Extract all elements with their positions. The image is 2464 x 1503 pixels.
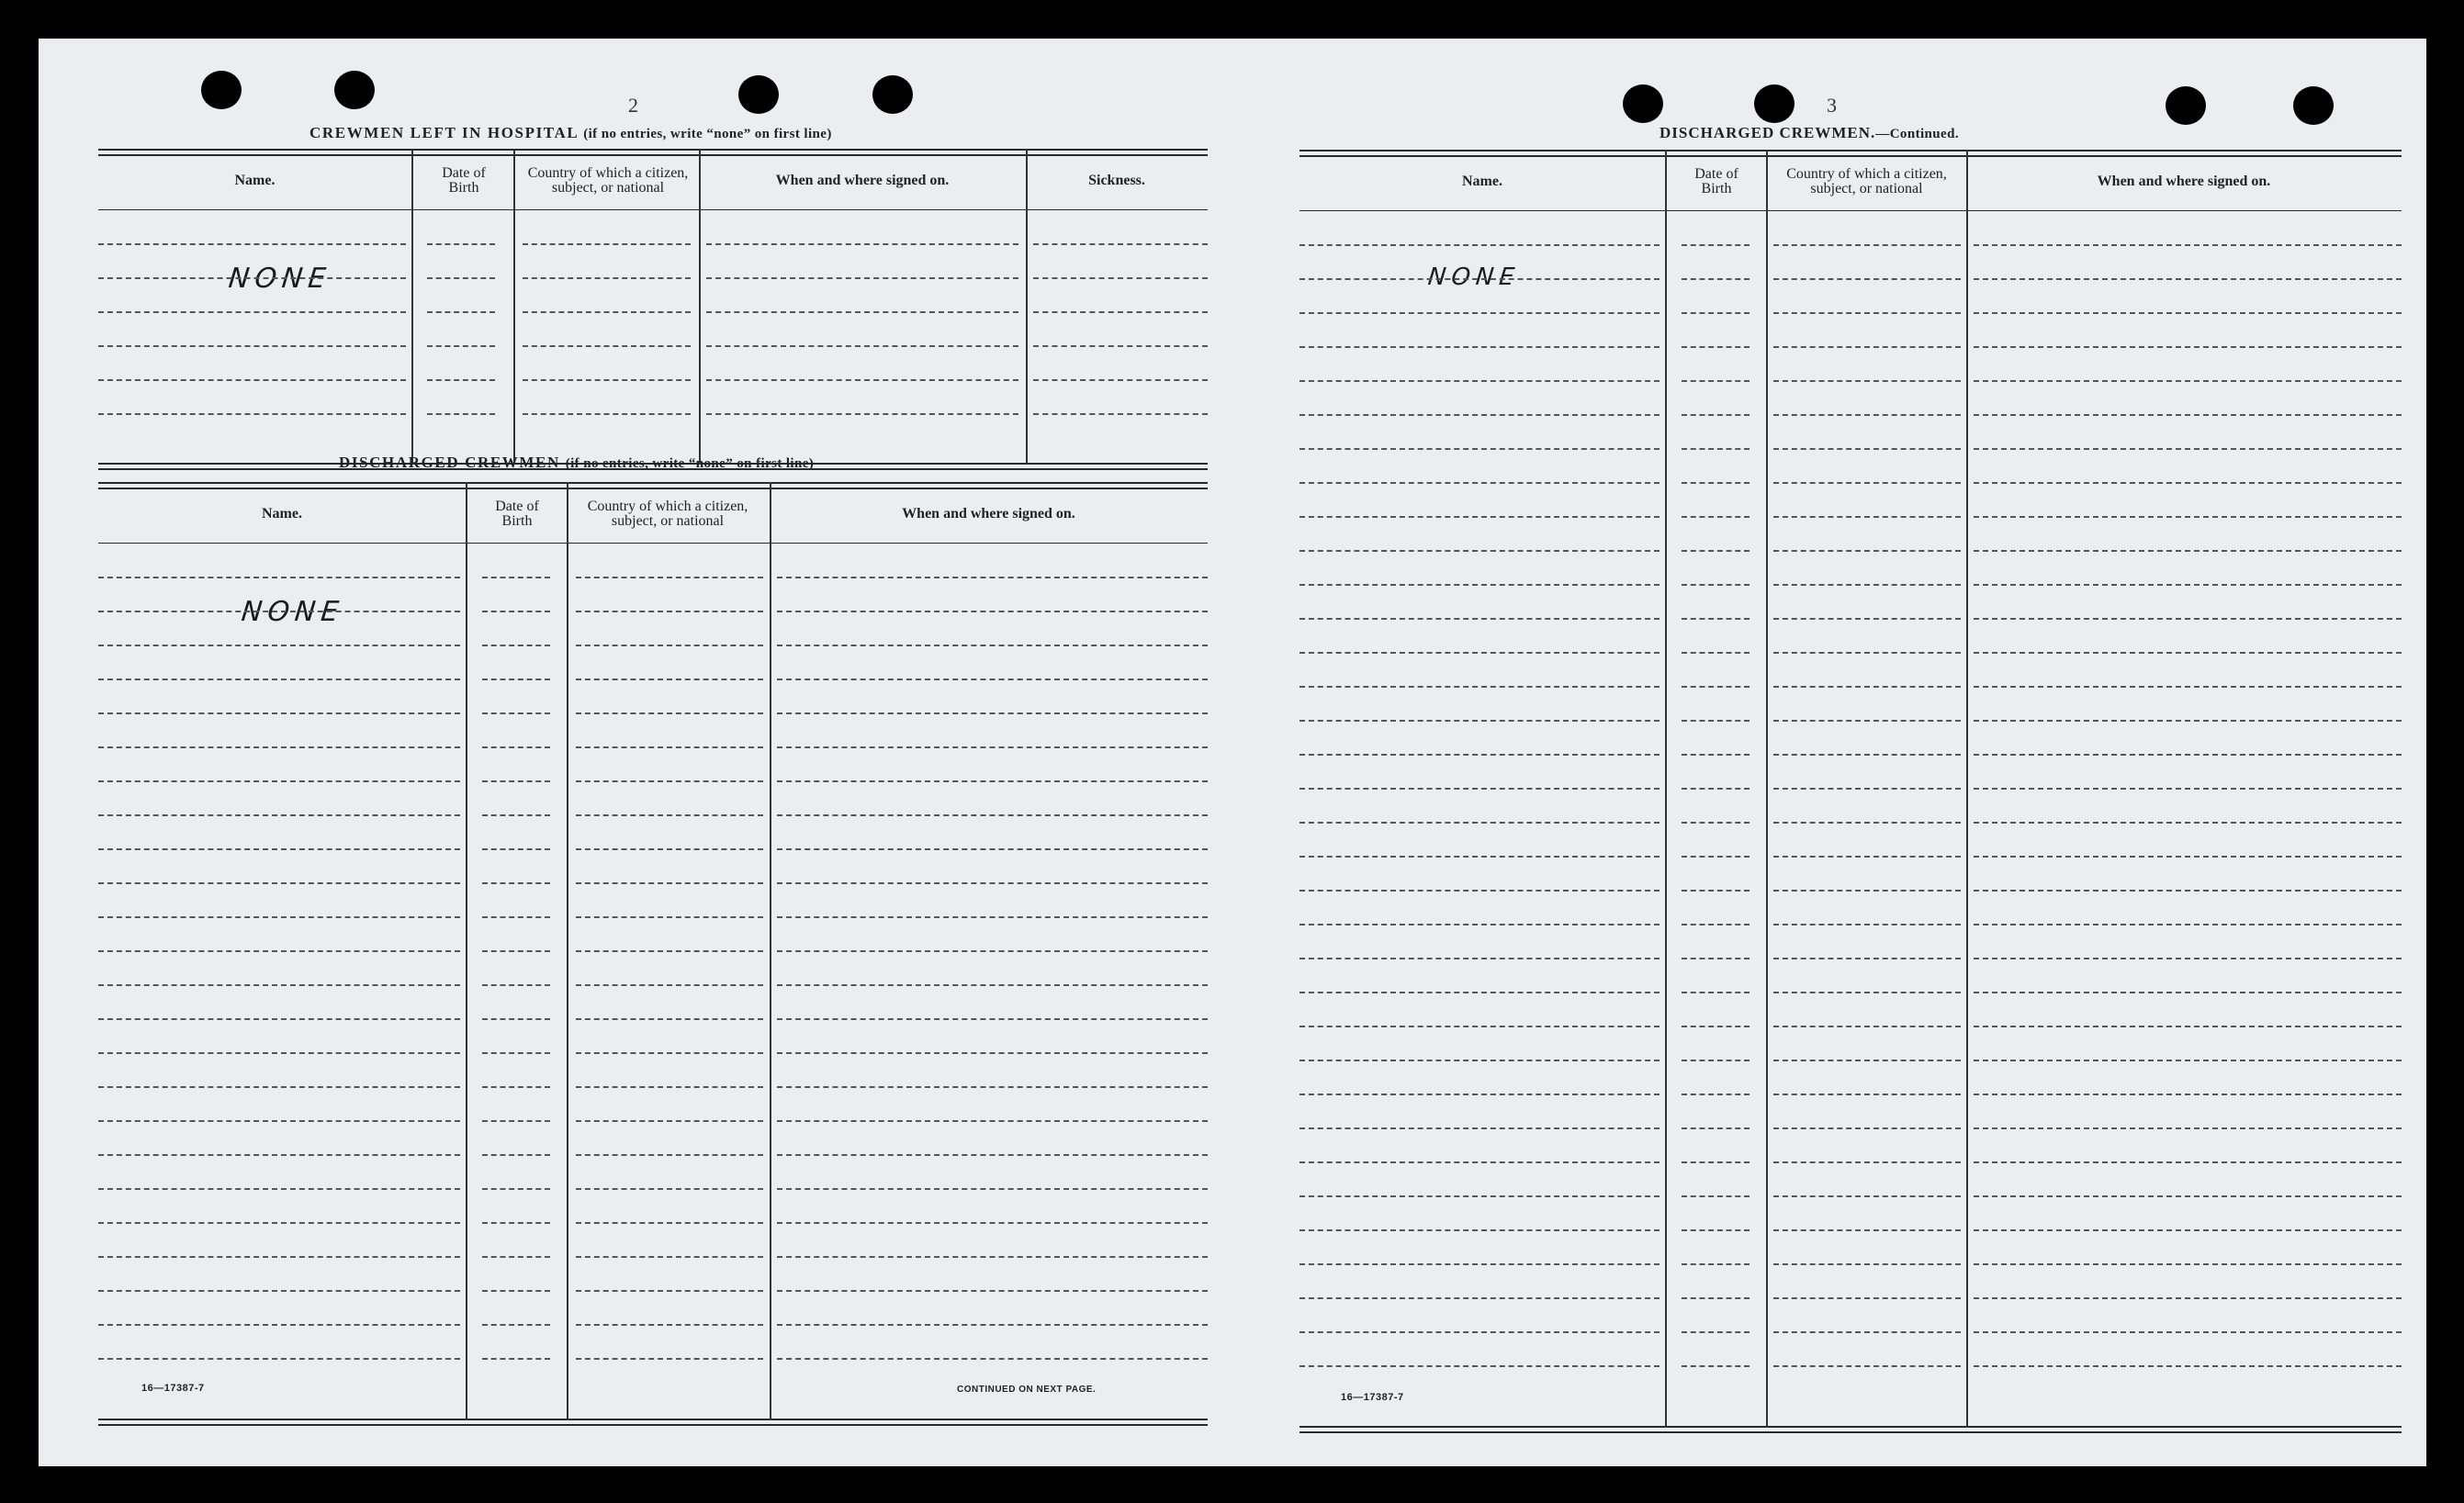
entry-line — [1300, 1297, 1660, 1299]
entry-line — [1682, 278, 1750, 280]
entry-line — [1773, 958, 1961, 959]
entry-line — [482, 611, 550, 612]
entry-line — [427, 311, 495, 313]
entry-line — [576, 950, 763, 952]
entry-line — [1300, 1161, 1660, 1163]
entry-line — [1974, 550, 2402, 552]
hospital-table — [98, 149, 1208, 470]
entry-line — [1300, 414, 1660, 416]
entry-line — [482, 1188, 550, 1190]
entry-line — [1773, 1094, 1961, 1095]
column-header-signed-on: When and where signed on. — [775, 173, 950, 188]
entry-line — [1974, 312, 2402, 314]
handwritten-entry-none: NONE — [227, 263, 333, 295]
entry-line — [98, 1018, 460, 1020]
discharged-section-title: DISCHARGED CREWMEN (if no entries, write “none” on first line) — [339, 454, 815, 471]
entry-line — [98, 848, 460, 850]
entry-line — [1974, 720, 2402, 722]
entry-line — [1974, 1331, 2402, 1333]
entry-line — [1974, 414, 2402, 416]
entry-line — [777, 780, 1208, 782]
entry-line — [1974, 924, 2402, 925]
entry-line — [1974, 1094, 2402, 1095]
entry-line — [1974, 856, 2402, 858]
entry-line — [1300, 754, 1660, 756]
entry-line — [482, 950, 550, 952]
punch-hole — [738, 75, 779, 114]
entry-line — [482, 746, 550, 748]
entry-line — [777, 916, 1208, 918]
entry-line — [777, 1154, 1208, 1156]
entry-line — [98, 611, 460, 612]
column-header-signed-on: When and where signed on. — [902, 506, 1075, 522]
entry-line — [576, 712, 763, 714]
entry-line — [98, 679, 460, 680]
entry-line — [1682, 652, 1750, 654]
entry-line — [1300, 584, 1660, 586]
entry-line — [576, 679, 763, 680]
entry-line — [482, 1256, 550, 1258]
page-number: 2 — [628, 94, 638, 117]
entry-line — [1682, 992, 1750, 993]
entry-line — [1300, 1195, 1660, 1197]
entry-line — [576, 882, 763, 884]
entry-line — [523, 413, 691, 415]
entry-line — [777, 1324, 1208, 1326]
entry-line — [523, 277, 691, 279]
column-header-name: Name. — [262, 506, 302, 522]
entry-line — [1773, 1060, 1961, 1061]
entry-line — [777, 746, 1208, 748]
entry-line — [1682, 788, 1750, 790]
column-header-date-of-birth: Date of Birth — [1694, 166, 1738, 196]
entry-line — [98, 1086, 460, 1088]
entry-line — [1033, 243, 1208, 245]
entry-line — [98, 413, 406, 415]
punch-hole — [1623, 84, 1663, 123]
punch-hole — [1754, 84, 1795, 123]
punch-hole — [2293, 86, 2334, 125]
entry-line — [482, 814, 550, 816]
entry-line — [576, 645, 763, 646]
entry-line — [98, 1324, 460, 1326]
entry-line — [576, 1358, 763, 1360]
entry-line — [482, 1358, 550, 1360]
entry-line — [98, 345, 406, 347]
entry-line — [523, 311, 691, 313]
entry-line — [1300, 890, 1660, 892]
entry-line — [1974, 822, 2402, 824]
entry-line — [1682, 380, 1750, 382]
entry-line — [98, 950, 460, 952]
entry-line — [1773, 924, 1961, 925]
entry-line — [1682, 1161, 1750, 1163]
entry-line — [1974, 1365, 2402, 1367]
column-header-name: Name. — [234, 173, 276, 188]
entry-line — [1033, 311, 1208, 313]
entry-line — [1773, 1127, 1961, 1129]
entry-line — [1300, 1026, 1660, 1027]
entry-line — [576, 1256, 763, 1258]
entry-line — [1773, 720, 1961, 722]
entry-line — [1773, 1263, 1961, 1265]
entry-line — [1682, 822, 1750, 824]
entry-line — [1773, 1297, 1961, 1299]
entry-line — [1773, 550, 1961, 552]
entry-line — [1974, 482, 2402, 484]
form-number: 16—17387-7 — [141, 1383, 205, 1394]
entry-line — [523, 243, 691, 245]
entry-line — [1300, 1229, 1660, 1231]
entry-line — [1300, 992, 1660, 993]
entry-line — [777, 1086, 1208, 1088]
entry-line — [1033, 277, 1208, 279]
entry-line — [1773, 482, 1961, 484]
entry-line — [777, 611, 1208, 612]
entry-line — [98, 882, 460, 884]
entry-line — [1773, 414, 1961, 416]
entry-line — [1682, 482, 1750, 484]
entry-line — [427, 243, 495, 245]
entry-line — [98, 1358, 460, 1360]
discharged-continued-table — [1300, 150, 2402, 1435]
entry-line — [1773, 346, 1961, 348]
entry-line — [1773, 1365, 1961, 1367]
entry-line — [1300, 652, 1660, 654]
entry-line — [576, 1222, 763, 1224]
entry-line — [576, 611, 763, 612]
entry-line — [1682, 550, 1750, 552]
entry-line — [1300, 822, 1660, 824]
entry-line — [1974, 244, 2402, 246]
entry-line — [1974, 346, 2402, 348]
entry-line — [1682, 244, 1750, 246]
column-header-date-of-birth: Date of Birth — [442, 165, 486, 196]
entry-line — [1974, 686, 2402, 688]
entry-line — [1773, 312, 1961, 314]
entry-line — [427, 345, 495, 347]
entry-line — [1682, 958, 1750, 959]
entry-line — [1300, 1365, 1660, 1367]
entry-line — [777, 1120, 1208, 1122]
entry-line — [1033, 379, 1208, 381]
entry-line — [1682, 924, 1750, 925]
entry-line — [98, 746, 460, 748]
entry-line — [1682, 584, 1750, 586]
handwritten-entry-none: NONE — [1426, 264, 1522, 291]
entry-line — [1773, 788, 1961, 790]
entry-line — [1773, 822, 1961, 824]
continued-note: CONTINUED ON NEXT PAGE. — [957, 1385, 1097, 1395]
punch-hole — [201, 71, 242, 109]
entry-line — [1300, 550, 1660, 552]
punch-hole — [334, 71, 375, 109]
entry-line — [1974, 380, 2402, 382]
entry-line — [1773, 278, 1961, 280]
entry-line — [98, 1188, 460, 1190]
entry-line — [1773, 686, 1961, 688]
entry-line — [576, 848, 763, 850]
entry-line — [1974, 1229, 2402, 1231]
entry-line — [1682, 414, 1750, 416]
entry-line — [1300, 346, 1660, 348]
entry-line — [98, 814, 460, 816]
entry-line — [1033, 345, 1208, 347]
entry-line — [706, 243, 1018, 245]
entry-line — [1300, 1127, 1660, 1129]
entry-line — [1682, 1297, 1750, 1299]
entry-line — [1682, 1263, 1750, 1265]
entry-line — [482, 1222, 550, 1224]
entry-line — [1773, 856, 1961, 858]
entry-line — [576, 1120, 763, 1122]
entry-line — [98, 243, 406, 245]
column-header-signed-on: When and where signed on. — [2097, 174, 2271, 189]
entry-line — [576, 780, 763, 782]
entry-line — [1974, 890, 2402, 892]
entry-line — [98, 916, 460, 918]
entry-line — [1300, 1263, 1660, 1265]
punch-hole — [2166, 86, 2206, 125]
entry-line — [1773, 1331, 1961, 1333]
entry-line — [1974, 278, 2402, 280]
entry-line — [1682, 346, 1750, 348]
entry-line — [1300, 312, 1660, 314]
entry-line — [1682, 1060, 1750, 1061]
entry-line — [98, 379, 406, 381]
entry-line — [98, 1222, 460, 1224]
entry-line — [1682, 618, 1750, 620]
entry-line — [1682, 1127, 1750, 1129]
entry-line — [1300, 1060, 1660, 1061]
entry-line — [1682, 1331, 1750, 1333]
entry-line — [482, 984, 550, 986]
entry-line — [777, 1052, 1208, 1054]
entry-line — [523, 345, 691, 347]
entry-line — [777, 679, 1208, 680]
entry-line — [427, 379, 495, 381]
entry-line — [427, 413, 495, 415]
column-header-country: Country of which a citizen, subject, or national — [1786, 166, 1947, 196]
entry-line — [1974, 516, 2402, 518]
punch-hole — [872, 75, 913, 114]
entry-line — [576, 1052, 763, 1054]
entry-line — [1300, 686, 1660, 688]
entry-line — [1974, 1161, 2402, 1163]
entry-line — [777, 814, 1208, 816]
entry-line — [1682, 1026, 1750, 1027]
entry-line — [482, 577, 550, 578]
entry-line — [576, 577, 763, 578]
entry-line — [1682, 516, 1750, 518]
entry-line — [1682, 312, 1750, 314]
entry-line — [1974, 958, 2402, 959]
entry-line — [1300, 244, 1660, 246]
entry-line — [706, 345, 1018, 347]
entry-line — [777, 984, 1208, 986]
entry-line — [576, 1188, 763, 1190]
entry-line — [1682, 1229, 1750, 1231]
entry-line — [98, 577, 460, 578]
entry-line — [98, 277, 406, 279]
entry-line — [1300, 856, 1660, 858]
entry-line — [1682, 754, 1750, 756]
entry-line — [777, 950, 1208, 952]
entry-line — [1773, 244, 1961, 246]
form-number: 16—17387-7 — [1341, 1392, 1404, 1403]
entry-line — [1682, 448, 1750, 450]
entry-line — [777, 882, 1208, 884]
entry-line — [1300, 924, 1660, 925]
entry-line — [777, 712, 1208, 714]
entry-line — [1974, 1060, 2402, 1061]
entry-line — [777, 1222, 1208, 1224]
entry-line — [1974, 618, 2402, 620]
entry-line — [1974, 584, 2402, 586]
column-header-date-of-birth: Date of Birth — [495, 499, 539, 529]
entry-line — [98, 1052, 460, 1054]
entry-line — [1300, 448, 1660, 450]
entry-line — [1300, 958, 1660, 959]
entry-line — [1300, 278, 1660, 280]
entry-line — [1773, 380, 1961, 382]
entry-line — [777, 1188, 1208, 1190]
entry-line — [1773, 1195, 1961, 1197]
entry-line — [98, 712, 460, 714]
entry-line — [576, 1018, 763, 1020]
entry-line — [1773, 618, 1961, 620]
entry-line — [1682, 720, 1750, 722]
entry-line — [1300, 516, 1660, 518]
ledger-page-spread — [39, 39, 2426, 1466]
column-header-sickness: Sickness. — [1088, 173, 1145, 188]
entry-line — [777, 1018, 1208, 1020]
entry-line — [1300, 720, 1660, 722]
entry-line — [1974, 448, 2402, 450]
discharged-continued-title: DISCHARGED CREWMEN.—Continued. — [1660, 124, 1959, 141]
entry-line — [1974, 1127, 2402, 1129]
entry-line — [706, 379, 1018, 381]
entry-line — [576, 916, 763, 918]
entry-line — [427, 277, 495, 279]
page-number: 3 — [1827, 94, 1837, 117]
entry-line — [482, 1120, 550, 1122]
entry-line — [1300, 1094, 1660, 1095]
entry-line — [1682, 890, 1750, 892]
entry-line — [1682, 1094, 1750, 1095]
entry-line — [482, 679, 550, 680]
entry-line — [482, 1154, 550, 1156]
entry-line — [523, 379, 691, 381]
entry-line — [482, 780, 550, 782]
entry-line — [98, 645, 460, 646]
entry-line — [1300, 380, 1660, 382]
discharged-table — [98, 482, 1208, 1428]
column-header-country: Country of which a citizen, subject, or national — [527, 165, 689, 196]
entry-line — [482, 712, 550, 714]
entry-line — [777, 848, 1208, 850]
entry-line — [1974, 1297, 2402, 1299]
entry-line — [1974, 754, 2402, 756]
entry-line — [1974, 1195, 2402, 1197]
entry-line — [576, 1324, 763, 1326]
handwritten-entry-none: NONE — [240, 596, 346, 628]
entry-line — [482, 1018, 550, 1020]
entry-line — [482, 1052, 550, 1054]
entry-line — [1773, 448, 1961, 450]
entry-line — [98, 1120, 460, 1122]
entry-line — [98, 1154, 460, 1156]
entry-line — [482, 916, 550, 918]
entry-line — [1300, 482, 1660, 484]
entry-line — [1974, 652, 2402, 654]
entry-line — [1773, 1026, 1961, 1027]
entry-line — [777, 1256, 1208, 1258]
column-header-name: Name. — [1462, 174, 1502, 189]
entry-line — [1300, 788, 1660, 790]
entry-line — [98, 1290, 460, 1292]
column-header-country: Country of which a citizen, subject, or national — [587, 499, 748, 529]
entry-line — [576, 1086, 763, 1088]
entry-line — [482, 1290, 550, 1292]
hospital-section-title: CREWMEN LEFT IN HOSPITAL (if no entries, write “none” on first line) — [309, 124, 832, 141]
entry-line — [1974, 1263, 2402, 1265]
entry-line — [1773, 584, 1961, 586]
entry-line — [706, 413, 1018, 415]
entry-line — [1773, 992, 1961, 993]
entry-line — [1682, 686, 1750, 688]
entry-line — [1773, 652, 1961, 654]
entry-line — [576, 814, 763, 816]
entry-line — [482, 1086, 550, 1088]
entry-line — [1773, 1229, 1961, 1231]
entry-line — [1773, 1161, 1961, 1163]
entry-line — [1682, 1195, 1750, 1197]
entry-line — [576, 746, 763, 748]
entry-line — [576, 984, 763, 986]
entry-line — [706, 311, 1018, 313]
entry-line — [777, 577, 1208, 578]
entry-line — [777, 1358, 1208, 1360]
entry-line — [482, 848, 550, 850]
entry-line — [706, 277, 1018, 279]
entry-line — [1773, 890, 1961, 892]
entry-line — [482, 1324, 550, 1326]
entry-line — [1773, 516, 1961, 518]
entry-line — [777, 1290, 1208, 1292]
entry-line — [482, 645, 550, 646]
entry-line — [576, 1154, 763, 1156]
entry-line — [98, 311, 406, 313]
entry-line — [1974, 992, 2402, 993]
entry-line — [1033, 413, 1208, 415]
entry-line — [576, 1290, 763, 1292]
entry-line — [1300, 1331, 1660, 1333]
entry-line — [98, 984, 460, 986]
entry-line — [98, 1256, 460, 1258]
entry-line — [1300, 618, 1660, 620]
entry-line — [1682, 856, 1750, 858]
entry-line — [1773, 754, 1961, 756]
entry-line — [1974, 1026, 2402, 1027]
entry-line — [1974, 788, 2402, 790]
entry-line — [1682, 1365, 1750, 1367]
entry-line — [777, 645, 1208, 646]
entry-line — [98, 780, 460, 782]
entry-line — [482, 882, 550, 884]
